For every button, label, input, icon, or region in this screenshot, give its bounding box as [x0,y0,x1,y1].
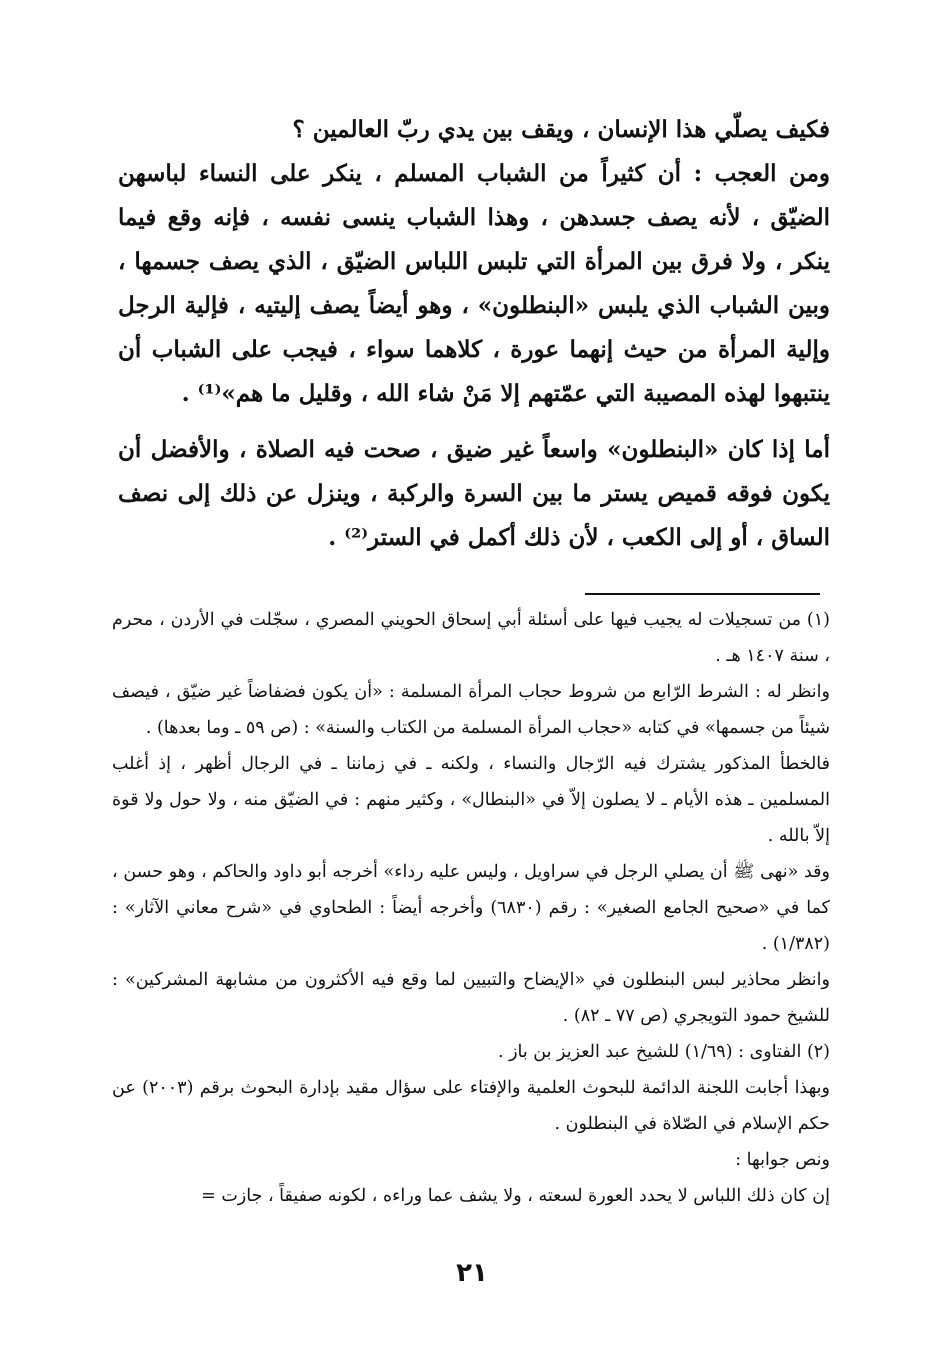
footnote-1-cautions: وانظر محاذير لبس البنطلون في «الإيضاح والتبيين لما وقع فيه الأكثرون من مشابهة المشركين» : للشيخ حمود التويجري (ص ٧٧ ـ ٨٢) . [112,970,830,1026]
footnote-2-answer-label: ونص جوابها : [735,1150,830,1170]
footnote-1: (١) من تسجيلات له يجيب فيها على أسئلة أبي إسحاق الحويني المصري ، سجّلت في الأردن ، محرم ، سنة ١٤٠٧ هـ . [112,610,830,666]
footnote-1-mistake: فالخطأ المذكور يشترك فيه الرّجال والنساء ، ولكنه ـ في زماننا ـ في الرجال أظهر ، إذ أغلب المسلمين ـ هذه الأيام ـ لا يصلون إلاّ في «البنطال» ، وكثير منهم : في الضيّق منه ، ولا حول ولا قوة إلاّ بالله . [112,754,830,846]
body-paragraph-question: فكيف يصلّي هذا الإنسان ، ويقف بين يدي ربّ العالمين ؟ [292,116,830,143]
main-text [118,108,830,560]
footnote-1-hadith: وقد «نهى ﷺ أن يصلي الرجل في سراويل ، وليس عليه رداء» أخرجه أبو داود والحاكم ، وهو حسن ، كما في «صحيح الجامع الصغير» : رقم (٦٨٣٠) وأخرجه أيضاً : الطحاوي في «شرح معاني الآثار» : (١/٣٨٢) . [112,862,831,954]
footnote-2-answer-text: إن كان ذلك اللباس لا يحدد العورة لسعته ، ولا يشف عما وراءه ، لكونه صفيقاً ، جازت = [201,1186,830,1206]
footnotes [112,602,830,1214]
footnote-2: (٢) الفتاوى : (١/٦٩) للشيخ عبد العزيز بن باز . [497,1042,830,1062]
body-paragraph-wide-trousers: أما إذا كان «البنطلون» واسعاً غير ضيق ، صحت فيه الصلاة ، والأفضل أن يكون فوقه قميص يستر ما بين السرة والركبة ، وينزل عن ذلك إلى نصف الساق ، أو إلى الكعب ، لأن ذلك أكمل في الستر⁽²⁾ . [118,436,830,551]
body-paragraph-wonder: ومن العجب : أن كثيراً من الشباب المسلم ، ينكر على النساء لباسهن الضيّق ، لأنه يصف جسدهن ، وهذا الشباب ينسى نفسه ، فإنه وقع فيما ينكر ، ولا فرق بين المرأة التي تلبس اللباس الضيّق ، الذي يصف جسمها ، وبين الشباب الذي يلبس «البنطلون» ، وهو أيضاً يصف إليتيه ، فإلية الرجل وإلية المرأة من حيث إنهما عورة ، كلاهما سواء ، فيجب على الشباب أن ينتبهوا لهذه المصيبة التي عمّتهم إلا مَنْ شاء الله ، وقليل ما هم»⁽¹⁾ . [118,160,830,407]
footnote-2-committee: وبهذا أجابت اللجنة الدائمة للبحوث العلمية والإفتاء على سؤال مقيد بإدارة البحوث برقم (٢٠٠٣) عن حكم الإسلام في الصّلاة في البنطلون . [112,1078,831,1134]
footnote-1-hijab: وانظر له : الشرط الرّابع من شروط حجاب المرأة المسلمة : «أن يكون فضفاضاً غير ضيّق ، فيصف شيئاً من جسمها» في كتابه «حجاب المرأة المسلمة من الكتاب والسنة» : (ص ٥٩ ـ وما بعدها) . [112,682,830,738]
footnote-separator [585,593,820,595]
page-number: ٢١ [456,1258,488,1288]
